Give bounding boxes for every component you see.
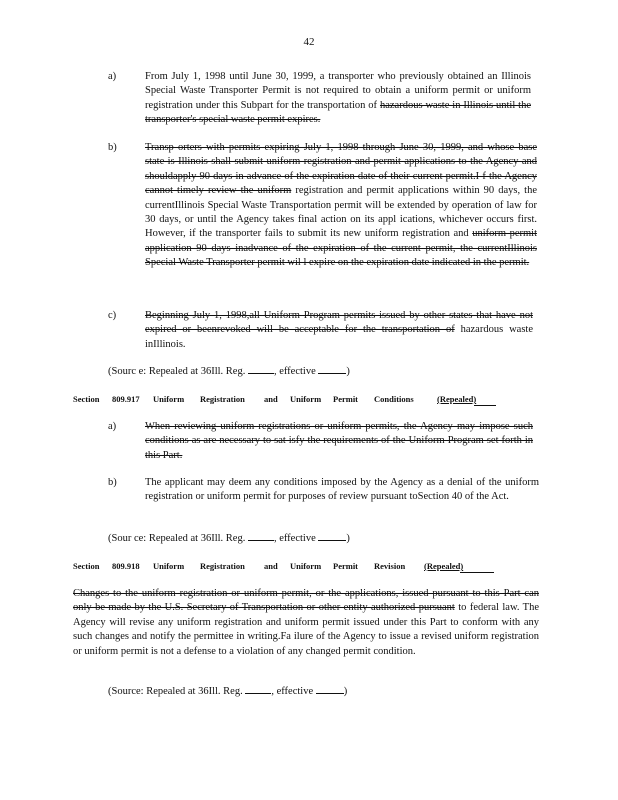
- source-note-2-blank-1: [248, 531, 274, 541]
- source-note-2: [108, 531, 350, 546]
- item-a-struck: hazardous waste in Illinois until the transporter's special waste permit expires.: [145, 99, 531, 126]
- heading-word: Permit: [333, 561, 359, 571]
- source-note-1-prefix: (Sourc e: Repealed at 36Ill. Reg.: [108, 366, 246, 377]
- item-b-struck-2: uniform permit application 90 days inadvance of the expiration of the current permit, the currentIllinois Special Waste Transporter permit wil l expire on the expiration date indicated in the permit.: [145, 228, 537, 269]
- revision-struck: Changes to the uniform registration or uniform permit, or the applications, issued pursuant to this Part can only be made by the U.S. Secretary of Transportation or other entity authorized pursuant: [73, 588, 539, 614]
- cond-item-b-text: [145, 476, 539, 505]
- item-c-label: c): [108, 310, 117, 321]
- heading-word: Uniform: [290, 394, 322, 404]
- item-a-text: [145, 70, 531, 128]
- cond-item-b-label: b): [108, 477, 117, 488]
- heading-word: and: [264, 561, 278, 571]
- heading-word: Registration: [200, 394, 245, 404]
- heading-word: Registration: [200, 561, 245, 571]
- heading-word: Uniform: [153, 561, 185, 571]
- status-underline: [474, 405, 496, 406]
- source-note-3-middle: , effective: [271, 686, 314, 697]
- status-underline: [460, 572, 494, 573]
- section-label: Section: [73, 394, 100, 404]
- heading-word: Conditions: [374, 394, 414, 404]
- cond-item-a-text: [145, 420, 533, 463]
- source-note-2-middle: , effective: [273, 533, 316, 544]
- item-c-body: hazardous waste inIllinois.: [145, 324, 533, 350]
- item-b-struck-1: Transp orters with permits expiring July 1, 1998 through June 30, 1999, and whose base state is Illinois shall submit uniform registration and permit applications to the Agency and shouldapply 90 days in advance of the expiration date of their current permit.I f the Agency cannot timely review the uniform: [145, 142, 537, 197]
- section-809-917-heading: [0, 394, 618, 408]
- source-note-3-prefix: (Source: Repealed at 36Ill. Reg.: [108, 686, 243, 697]
- source-note-3: [108, 684, 347, 699]
- item-c-text: [145, 309, 533, 352]
- heading-word: Uniform: [290, 561, 322, 571]
- page-number: 42: [303, 36, 315, 48]
- item-b-body: registration and permit applications within 90 days, the currentIllinois Special Waste Transportation permit will be extended by operation of law for 30 days, or until the Agency takes final action on its appl ications, whichever occurs first. However, if the transporter fails to submit its new uniform registration and: [145, 185, 538, 240]
- item-a-body: From July 1, 1998 until June 30, 1999, a transporter who previously obtained an Illinois Special Waste Transporter Permit is not required to obtain a uniform permit or uniform registration under this Subpart for the transportation of: [145, 71, 531, 111]
- source-note-1: [108, 364, 350, 379]
- heading-word: and: [264, 394, 278, 404]
- source-note-3-blank-1: [245, 684, 271, 694]
- repealed-status: (Repealed): [437, 394, 477, 404]
- source-note-2-suffix: ): [346, 533, 350, 544]
- cond-item-a-label: a): [108, 421, 117, 432]
- source-note-2-blank-2: [318, 531, 346, 541]
- source-note-3-suffix: ): [343, 686, 348, 697]
- source-note-2-prefix: (Sour ce: Repealed at 36Ill. Reg.: [108, 533, 246, 544]
- source-note-3-blank-2: [316, 684, 344, 694]
- source-note-1-suffix: ): [346, 366, 350, 377]
- heading-word: Revision: [374, 561, 406, 571]
- cond-item-a-struck: When reviewing uniform registrations or uniform permits, the Agency may impose such conditions as are necessary to sat isfy the requirements of the Uniform Program set forth in this Part.: [145, 421, 533, 461]
- cond-item-b-body: The applicant may deem any conditions imposed by the Agency as a denial of the uniform registration or uniform permit for purposes of review pursuant toSection 40 of the Act.: [145, 477, 539, 503]
- source-note-1-middle: , effective: [273, 366, 316, 377]
- item-c-struck: Beginning July 1, 1998,all Uniform Program permits issued by other states that have not expired or beenrevoked will be acceptable for the transportation of: [145, 310, 533, 336]
- heading-word: Uniform: [153, 394, 185, 404]
- source-note-1-blank-1: [248, 364, 274, 374]
- item-b-label: b): [108, 142, 117, 153]
- section-809-918-heading: [0, 561, 618, 575]
- item-a-label: a): [108, 71, 117, 82]
- revision-paragraph: [73, 587, 539, 659]
- source-note-1-blank-2: [318, 364, 346, 374]
- section-number: 809.917: [112, 394, 140, 404]
- item-b-text: [145, 141, 537, 271]
- section-number: 809.918: [112, 561, 140, 571]
- revision-body: to federal law. The Agency will revise any uniform registration and uniform permit issued under this Part to conform with any such changes and notify the permittee in writing.Fa ilure of the Agency to issue a revised uniform registration or uniform permit is not a defense to a violation of any changed permit condition.: [73, 602, 540, 657]
- repealed-status: (Repealed): [424, 561, 464, 571]
- section-label: Section: [73, 561, 100, 571]
- heading-word: Permit: [333, 394, 359, 404]
